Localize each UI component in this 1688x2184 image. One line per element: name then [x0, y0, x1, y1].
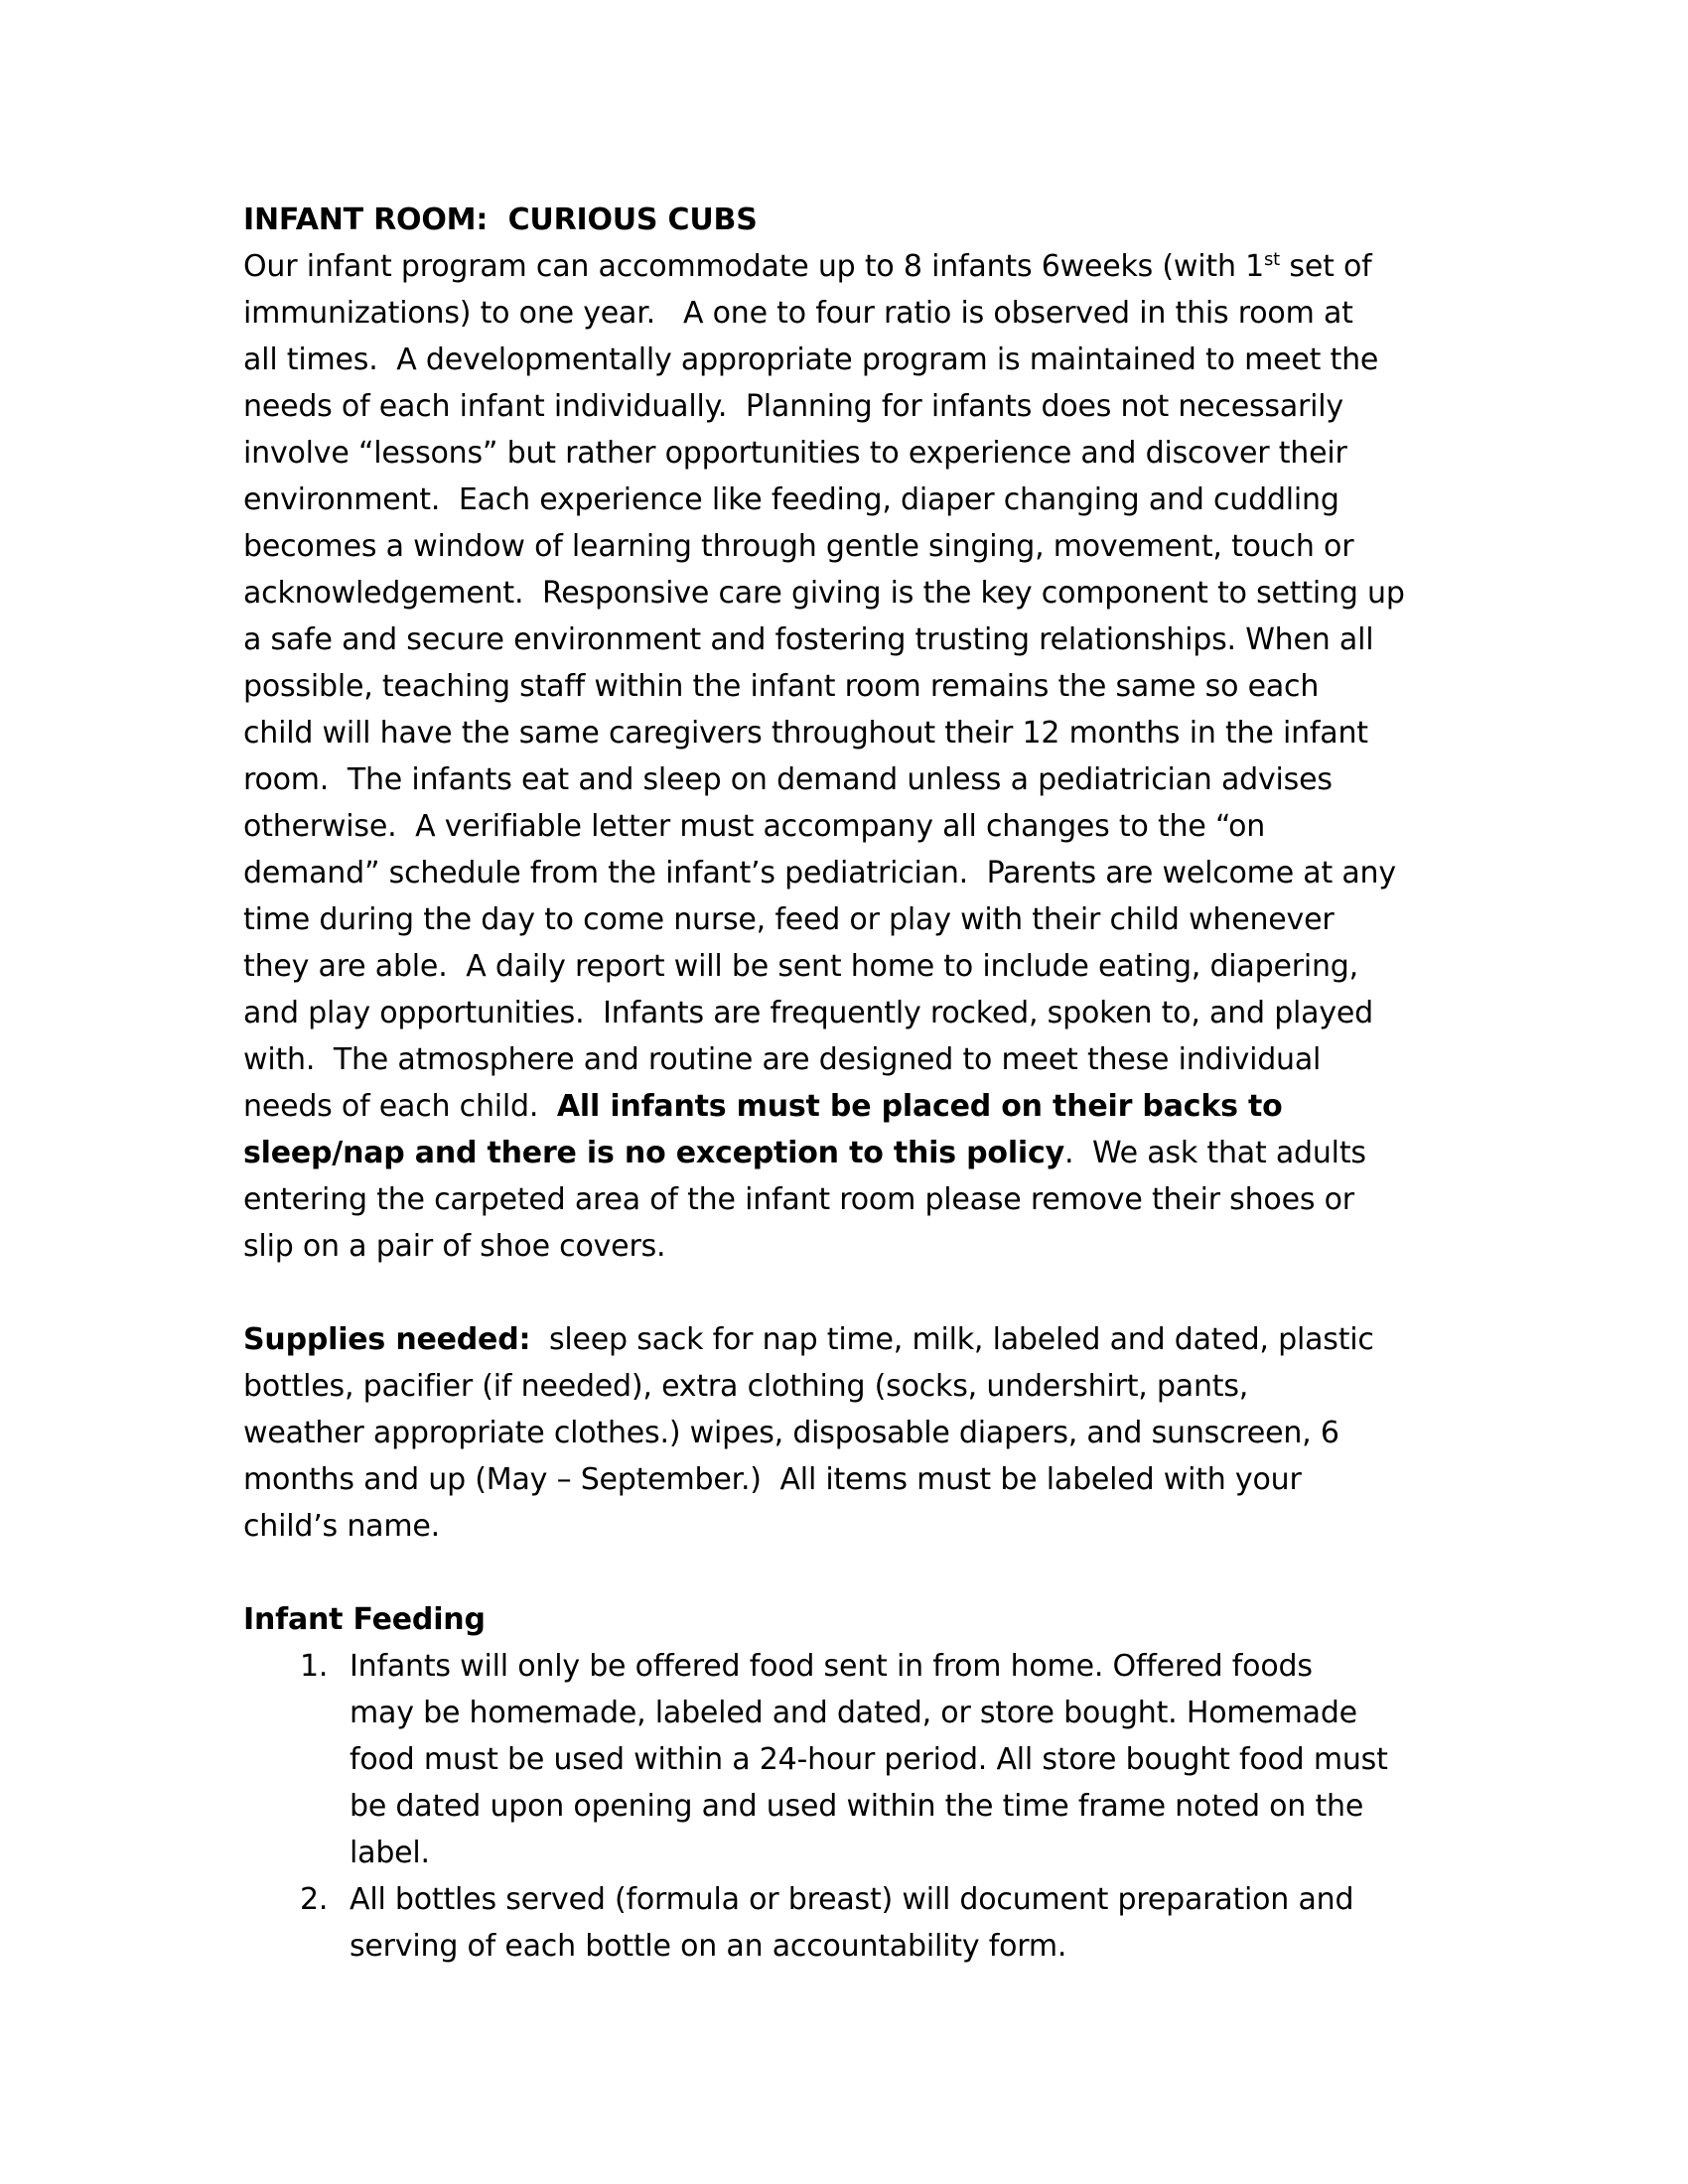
- bold-text-segment: All infants must be placed on their backs to: [556, 1089, 1283, 1124]
- paragraph-line: [243, 1036, 1475, 1083]
- text-segment: acknowledgement. Responsive care giving is the key component to setting up: [243, 576, 1405, 611]
- text-segment: immunizations) to one year. A one to four ratio is observed in this room at: [243, 296, 1353, 331]
- document-title: [243, 197, 1475, 243]
- paragraph-line: [243, 1363, 1475, 1410]
- text-segment: environment. Each experience like feeding, diaper changing and cuddling: [243, 482, 1339, 517]
- paragraph-line: [243, 523, 1475, 570]
- paragraph-line: [243, 756, 1475, 803]
- paragraph-line: [243, 383, 1475, 430]
- list-item-line: [243, 1736, 1475, 1783]
- bold-text-segment: INFANT ROOM: CURIOUS CUBS: [243, 203, 758, 237]
- text-segment: months and up (May – September.) All items must be labeled with your: [243, 1462, 1302, 1497]
- text-segment: otherwise. A verifiable letter must accompany all changes to the “on: [243, 809, 1266, 844]
- text-segment: weather appropriate clothes.) wipes, disposable diapers, and sunscreen, 6: [243, 1416, 1339, 1450]
- text-segment: all times. A developmentally appropriate program is maintained to meet the: [243, 342, 1379, 377]
- text-segment: and play opportunities. Infants are frequently rocked, spoken to, and played: [243, 996, 1374, 1030]
- text-segment: a safe and secure environment and fostering trusting relationships. When all: [243, 622, 1374, 657]
- paragraph-line: [243, 850, 1475, 896]
- text-segment: food must be used within a 24-hour period. All store bought food must: [350, 1742, 1388, 1777]
- paragraph-line: [243, 1130, 1475, 1176]
- text-segment: involve “lessons” but rather opportunities to experience and discover their: [243, 436, 1347, 471]
- paragraph-line: [243, 290, 1475, 337]
- document-content: [243, 197, 1475, 1970]
- text-segment: child’s name.: [243, 1509, 440, 1544]
- list-item-number: 1.: [300, 1649, 329, 1684]
- text-segment: child will have the same caregivers throughout their 12 months in the infant: [243, 716, 1368, 751]
- text-segment: All bottles served (formula or breast) will document preparation and: [350, 1882, 1354, 1917]
- paragraph-line: [243, 943, 1475, 990]
- paragraph-line: [243, 1456, 1475, 1503]
- list-item-line: [243, 1690, 1475, 1736]
- list-item-line: [243, 1830, 1475, 1876]
- paragraph-line: [243, 990, 1475, 1036]
- paragraph-line: [243, 803, 1475, 850]
- text-segment: needs of each child.: [243, 1089, 557, 1124]
- text-segment: bottles, pacifier (if needed), extra clothing (socks, undershirt, pants,: [243, 1369, 1249, 1404]
- paragraph-line: [243, 1503, 1475, 1550]
- bold-text-segment: Infant Feeding: [243, 1602, 486, 1637]
- text-segment: Infants will only be offered food sent in from home. Offered foods: [350, 1649, 1313, 1684]
- list-item-number: 2.: [300, 1882, 329, 1917]
- text-segment: may be homemade, labeled and dated, or store bought. Homemade: [350, 1696, 1357, 1730]
- paragraph-line: [243, 663, 1475, 710]
- text-segment: possible, teaching staff within the infant room remains the same so each: [243, 669, 1320, 704]
- text-segment: demand” schedule from the infant’s pediatrician. Parents are welcome at any: [243, 856, 1396, 890]
- text-segment: be dated upon opening and used within the time frame noted on the: [350, 1789, 1364, 1824]
- list-item-line: [243, 1783, 1475, 1830]
- bold-text-segment: sleep/nap and there is no exception to this policy: [243, 1136, 1064, 1170]
- superscript-segment: st: [1264, 249, 1281, 270]
- paragraph-line: [243, 1410, 1475, 1456]
- paragraph-line: [243, 616, 1475, 663]
- paragraph-line: [243, 1176, 1475, 1223]
- text-segment: entering the carpeted area of the infant room please remove their shoes or: [243, 1182, 1354, 1217]
- text-segment: room. The infants eat and sleep on demand unless a pediatrician advises: [243, 762, 1333, 797]
- blank-line: [243, 1550, 1475, 1596]
- list-item-line: [243, 1643, 1475, 1690]
- paragraph-line: [243, 1223, 1475, 1270]
- text-segment: time during the day to come nurse, feed or play with their child whenever: [243, 902, 1335, 937]
- blank-line: [243, 1270, 1475, 1316]
- text-segment: set of: [1280, 249, 1372, 284]
- paragraph-line: [243, 430, 1475, 477]
- text-segment: . We ask that adults: [1063, 1136, 1366, 1170]
- text-segment: sleep sack for nap time, milk, labeled and dated, plastic: [530, 1322, 1374, 1357]
- paragraph-line: [243, 896, 1475, 943]
- list-item-line: [243, 1876, 1475, 1923]
- section-heading: [243, 1596, 1475, 1643]
- text-segment: they are able. A daily report will be sent home to include eating, diapering,: [243, 949, 1358, 984]
- text-segment: needs of each infant individually. Planning for infants does not necessarily: [243, 389, 1343, 424]
- list-item-line: [243, 1923, 1475, 1970]
- paragraph-line: [243, 243, 1475, 290]
- paragraph-line: [243, 570, 1475, 616]
- text-segment: slip on a pair of shoe covers.: [243, 1229, 666, 1264]
- text-segment: becomes a window of learning through gentle singing, movement, touch or: [243, 529, 1354, 564]
- paragraph-line: [243, 710, 1475, 756]
- text-segment: label.: [350, 1836, 430, 1870]
- paragraph-line: [243, 337, 1475, 383]
- paragraph-line: [243, 1083, 1475, 1130]
- text-segment: Our infant program can accommodate up to 8 infants 6weeks (with 1: [243, 249, 1264, 284]
- text-segment: serving of each bottle on an accountability form.: [350, 1929, 1067, 1964]
- text-segment: with. The atmosphere and routine are designed to meet these individual: [243, 1042, 1322, 1077]
- bold-text-segment: Supplies needed:: [243, 1322, 531, 1357]
- paragraph-line: [243, 477, 1475, 523]
- paragraph-line: [243, 1316, 1475, 1363]
